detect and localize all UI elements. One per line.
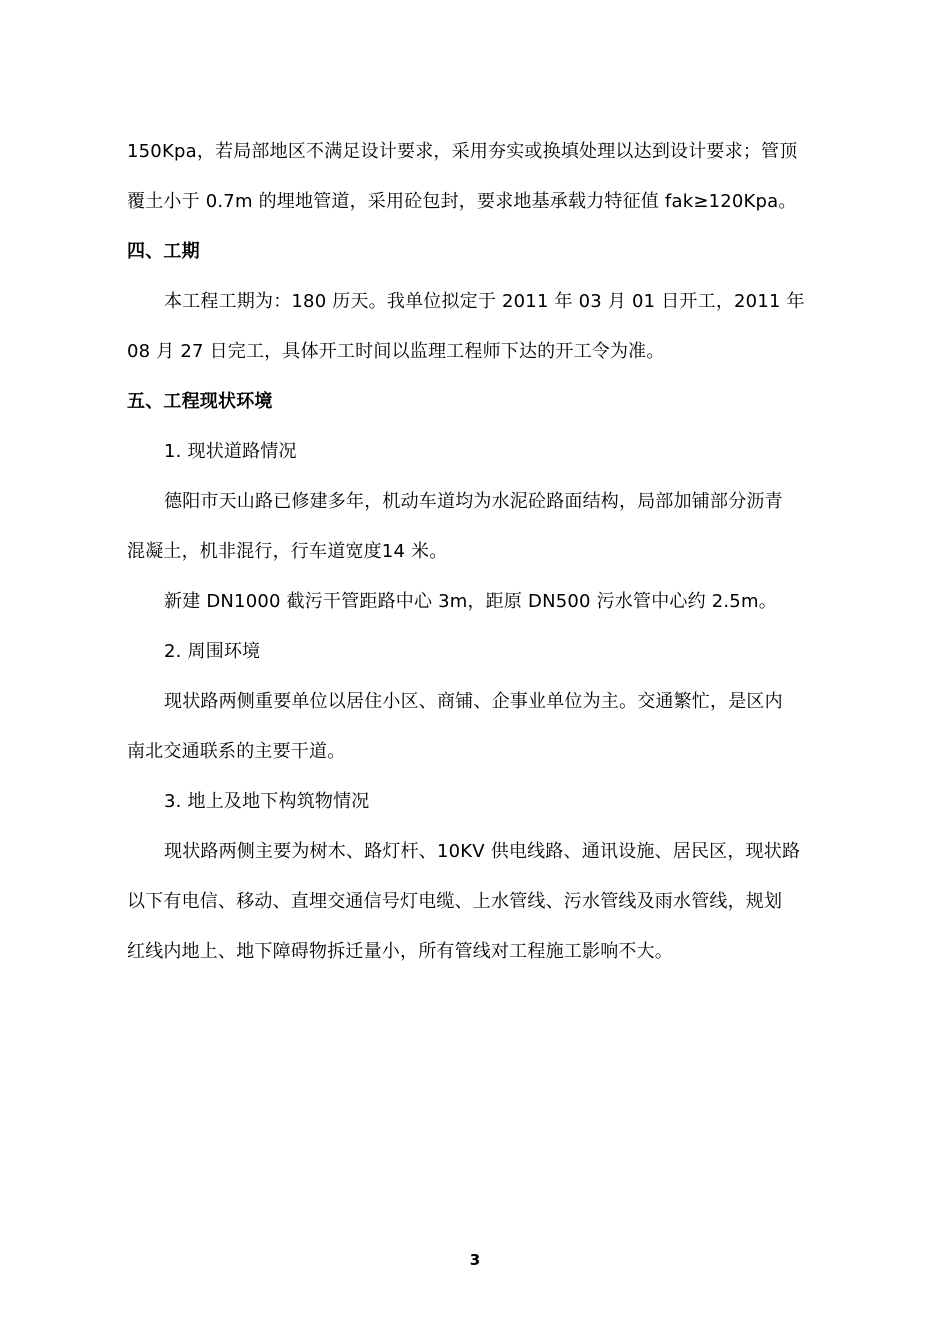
subsection-heading-surroundings: 2. 周围环境 (164, 641, 261, 662)
body-text-line: 红线内地上、地下障碍物拆迁量小，所有管线对工程施工影响不大。 (127, 941, 673, 962)
section-heading-schedule: 四、工期 (127, 241, 200, 262)
body-text-line: 08 月 27 日完工，具体开工时间以监理工程师下达的开工令为准。 (127, 341, 665, 362)
body-text-line: 现状路两侧主要为树木、路灯杆、10KV 供电线路、通讯设施、居民区，现状路 (164, 841, 801, 862)
body-text-line: 新建 DN1000 截污干管距路中心 3m，距原 DN500 污水管中心约 2.5m。 (164, 591, 777, 612)
body-text-line: 德阳市天山路已修建多年，机动车道均为水泥砼路面结构，局部加铺部分沥青 (164, 491, 783, 512)
body-text-line: 覆土小于 0.7m 的埋地管道，采用砼包封，要求地基承载力特征值 fak≥120Kpa。 (127, 191, 797, 212)
body-text-line: 本工程工期为：180 历天。我单位拟定于 2011 年 03 月 01 日开工，2011 年 (164, 291, 805, 312)
body-text-line: 以下有电信、移动、直埋交通信号灯电缆、上水管线、污水管线及雨水管线，规划 (127, 891, 783, 912)
body-text-line: 混凝土，机非混行，行车道宽度14 米。 (127, 541, 448, 562)
body-text-line: 150Kpa，若局部地区不满足设计要求，采用夯实或换填处理以达到设计要求；管顶 (127, 141, 798, 162)
body-text-line: 现状路两侧重要单位以居住小区、商铺、企事业单位为主。交通繁忙，是区内 (164, 691, 783, 712)
subsection-heading-road: 1. 现状道路情况 (164, 441, 297, 462)
page-number: 3 (469, 1251, 481, 1269)
section-heading-environment: 五、工程现状环境 (127, 391, 273, 412)
subsection-heading-structures: 3. 地上及地下构筑物情况 (164, 791, 370, 812)
body-text-line: 南北交通联系的主要干道。 (127, 741, 346, 762)
